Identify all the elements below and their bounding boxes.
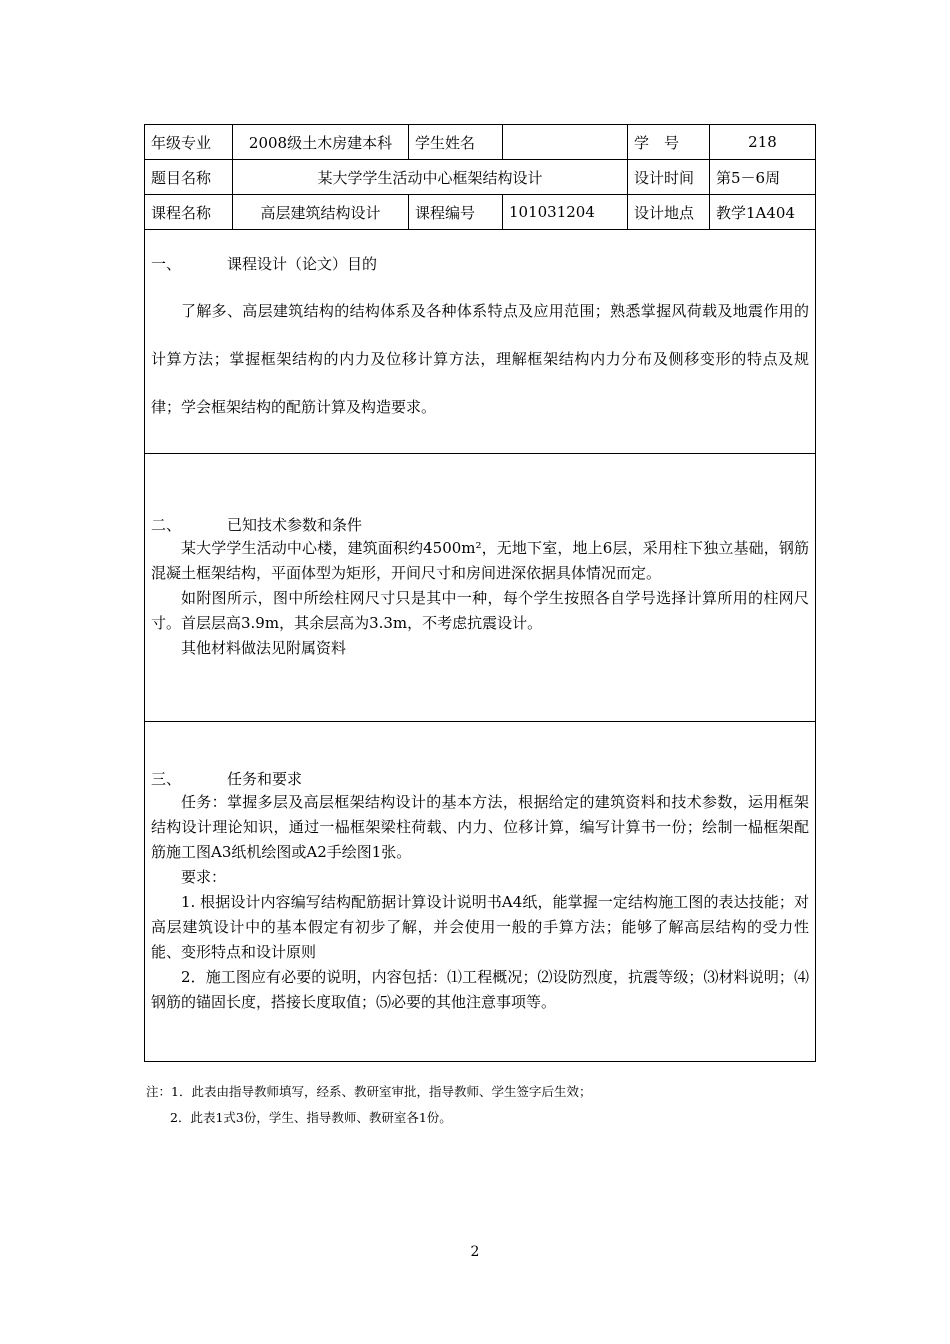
header-row-3	[145, 195, 816, 230]
section-3-title: 任务和要求	[227, 770, 303, 788]
section-3-requirements-label: 要求：	[181, 868, 227, 886]
section-3-task-paragraph: 任务：掌握多层及高层框架结构设计的基本方法，根据给定的建筑资料和技术参数，运用框架结构设计理论知识，通过一榀框架梁柱荷载、内力、位移计算，编写计算书一份；绘制一榀框架配筋施工图A3纸机绘图或A2手绘图1张。	[151, 793, 809, 861]
design-place-label: 设计地点	[628, 195, 710, 230]
student-id-value: 218	[710, 125, 816, 160]
section-2-heading	[151, 514, 809, 536]
header-row-2	[145, 160, 816, 195]
section-purpose	[145, 230, 816, 454]
student-name-value	[503, 125, 628, 160]
topic-label: 题目名称	[145, 160, 233, 195]
section-2-paragraph-1: 某大学学生活动中心楼，建筑面积约4500m²，无地下室，地上6层，采用柱下独立基础，钢筋混凝土框架结构，平面体型为矩形，开间尺寸和房间进深依据具体情况而定。	[151, 539, 809, 582]
course-code-label: 课程编号	[409, 195, 503, 230]
student-id-label: 学 号	[628, 125, 710, 160]
section-3-number: 三、	[151, 770, 182, 788]
student-name-label: 学生姓名	[409, 125, 503, 160]
section-3-requirement-2: 2．施工图应有必要的说明，内容包括：⑴工程概况；⑵设防烈度，抗震等级；⑶材料说明；⑷钢筋的锚固长度，搭接长度取值；⑸必要的其他注意事项等。	[151, 968, 809, 1011]
note-2: 2．此表1式3份，学生、指导教师、教研室各1份。	[170, 1110, 452, 1125]
course-code-value: 101031204	[503, 195, 628, 230]
section-tasks-requirements	[145, 722, 816, 1062]
design-time-value: 第5－6周	[710, 160, 816, 195]
page-number: 2	[470, 1244, 480, 1260]
course-value: 高层建筑结构设计	[233, 195, 409, 230]
course-label: 课程名称	[145, 195, 233, 230]
footnotes	[146, 1079, 591, 1131]
section-2-paragraph-3: 其他材料做法见附属资料	[181, 639, 347, 657]
section-1-number: 一、	[151, 254, 182, 273]
section-1-heading	[151, 253, 809, 275]
section-3-heading	[151, 768, 809, 790]
section-3-requirement-1: 1. 根据设计内容编写结构配筋据计算设计说明书A4纸，能掌握一定结构施工图的表达技能；对高层建筑设计中的基本假定有初步了解，并会使用一般的手算方法；能够了解高层结构的受力性能、变形特点和设计原则	[151, 893, 809, 961]
topic-value: 某大学学生活动中心框架结构设计	[233, 160, 628, 195]
section-known-parameters	[145, 454, 816, 722]
course-design-task-table	[144, 124, 816, 1062]
design-place-value: 教学1A404	[710, 195, 816, 230]
section-1-row	[145, 230, 816, 454]
section-2-row	[145, 454, 816, 722]
grade-label: 年级专业	[145, 125, 233, 160]
section-2-paragraph-2: 如附图所示，图中所绘柱网尺寸只是其中一种，每个学生按照各自学号选择计算所用的柱网尺寸。首层层高3.9m，其余层高为3.3m，不考虑抗震设计。	[151, 589, 809, 632]
section-3-row	[145, 722, 816, 1062]
design-time-label: 设计时间	[628, 160, 710, 195]
note-1: 注：1．此表由指导教师填写，经系、教研室审批，指导教师、学生签字后生效；	[146, 1084, 592, 1099]
section-2-number: 二、	[151, 516, 182, 534]
section-1-paragraph: 了解多、高层建筑结构的结构体系及各种体系特点及应用范围；熟悉掌握风荷载及地震作用的计算方法；掌握框架结构的内力及位移计算方法，理解框架结构内力分布及侧移变形的特点及规律；学会框架结构的配筋计算及构造要求。	[151, 301, 809, 416]
grade-value: 2008级土木房建本科	[233, 125, 409, 160]
section-1-title: 课程设计（论文）目的	[227, 254, 378, 273]
header-row-1	[145, 125, 816, 160]
section-2-title: 已知技术参数和条件	[227, 516, 363, 534]
